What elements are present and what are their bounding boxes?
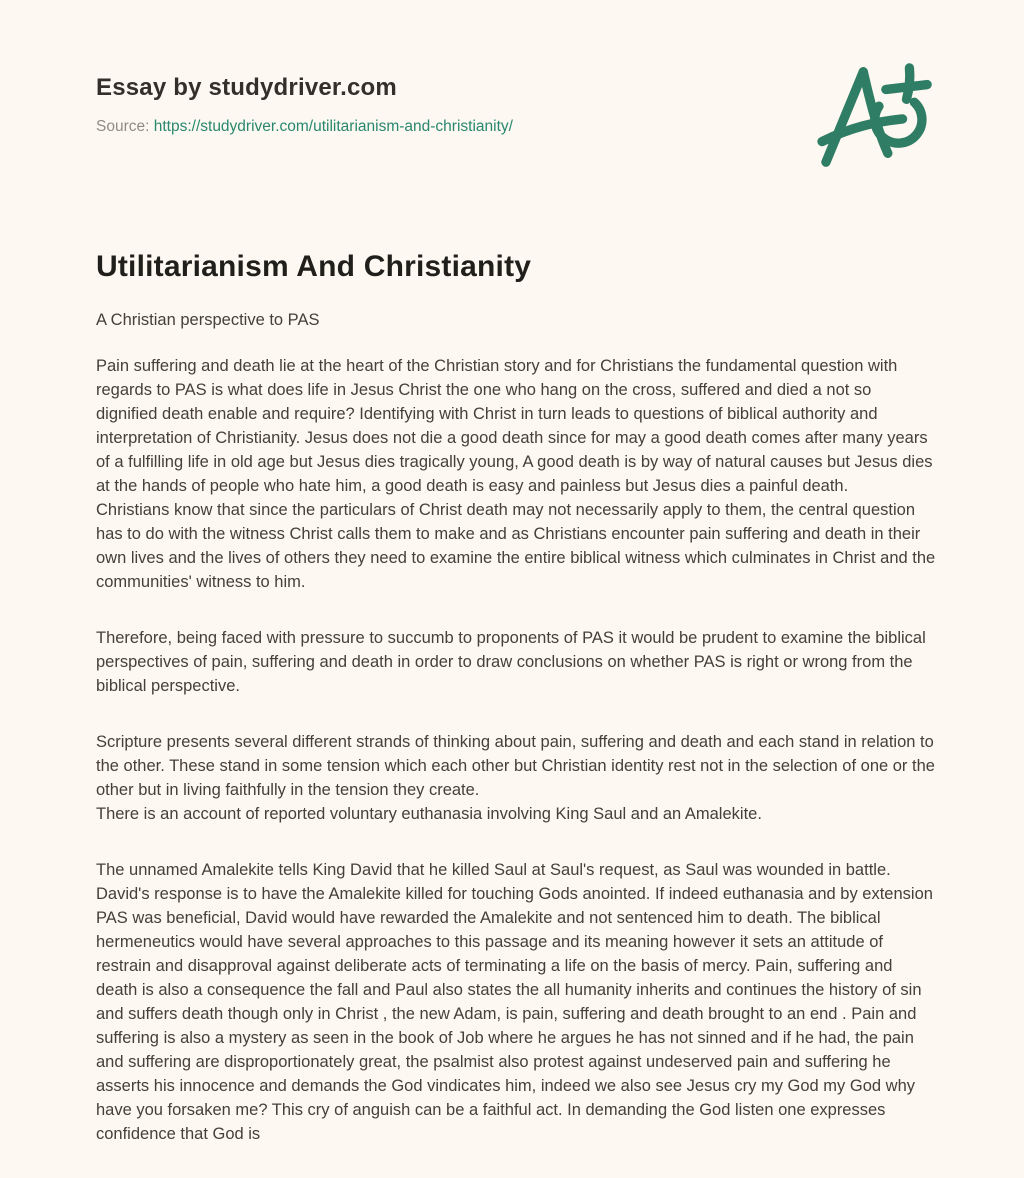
paragraph-text: Christians know that since the particulars of Christ death may not necessarily apply to them, the central question has to do with the witness Christ calls them to make and as Christians encounter pain suffering and death in their own lives and the lives of others they need to examine the entire biblical witness which culminates in Christ and the communities' witness to him. bbox=[96, 501, 936, 591]
source-label: Source: bbox=[96, 118, 150, 135]
source-row bbox=[96, 118, 936, 136]
paragraph-text: The unnamed Amalekite tells King David that he killed Saul at Saul's request, as Saul was wounded in battle. David's response is to have the Amalekite killed for touching Gods anointed. If indeed euthanasia and by extension PAS was beneficial, David would have rewarded the Amalekite and not sentenced him to death. The biblical hermeneutics would have several approaches to this passage and its meaning however it sets an attitude of restrain and disapproval against deliberate acts of terminating a life on the basis of mercy. Pain, suffering and death is also a consequence the fall and Paul also states the all humanity inherits and continues the history of sin and suffers death though only in Christ , the new Adam, is pain, suffering and death brought to an end . Pain and suffering is also a mystery as seen in the book of Job where he argues he has not sinned and if he had, the pain and suffering are disproportionately great, the psalmist also protest against undeserved pain and suffering he asserts his innocence and demands the God vindicates him, indeed we also see Jesus cry my God my God why have you forsaken me? This cry of anguish can be a faithful act. In demanding the God listen one expresses confidence that God is bbox=[96, 861, 933, 1143]
paragraph bbox=[96, 730, 936, 826]
essay-subtitle: A Christian perspective to PAS bbox=[96, 311, 320, 329]
essay-title: Utilitarianism And Christianity bbox=[96, 250, 532, 283]
paragraph-text: Therefore, being faced with pressure to succumb to proponents of PAS it would be prudent to examine the biblical perspectives of pain, suffering and death in order to draw conclusions on whether PAS is right or wrong from the biblical perspective. bbox=[96, 629, 926, 695]
paragraph-text: There is an account of reported voluntary euthanasia involving King Saul and an Amalekite. bbox=[96, 805, 762, 823]
paragraph bbox=[96, 858, 936, 1146]
paragraph-text: Pain suffering and death lie at the heart of the Christian story and for Christians the fundamental question with regards to PAS is what does life in Jesus Christ the one who hang on the cross, suffered and died a not so dignified death enable and require? Identifying with Christ in turn leads to questions of biblical authority and interpretation of Christianity. Jesus does not die a good death since for may a good death comes after many years of a fulfilling life in old age but Jesus dies tragically young, A good death is by way of natural causes but Jesus dies at the hands of people who hate him, a good death is easy and painless but Jesus dies a painful death. bbox=[96, 357, 933, 495]
source-link[interactable]: https://studydriver.com/utilitarianism-and-christianity/ bbox=[153, 118, 513, 135]
essay-body bbox=[96, 354, 936, 1146]
paragraph bbox=[96, 626, 936, 698]
paragraph-text: Scripture presents several different strands of thinking about pain, suffering and death and each stand in relation to the other. These stand in some tension which each other but Christian identity rest not in the selection of one or the other but in living faithfully in the tension they create. bbox=[96, 733, 935, 799]
site-title: Essay by studydriver.com bbox=[96, 74, 397, 101]
page-content bbox=[96, 0, 936, 1178]
paragraph bbox=[96, 354, 936, 594]
